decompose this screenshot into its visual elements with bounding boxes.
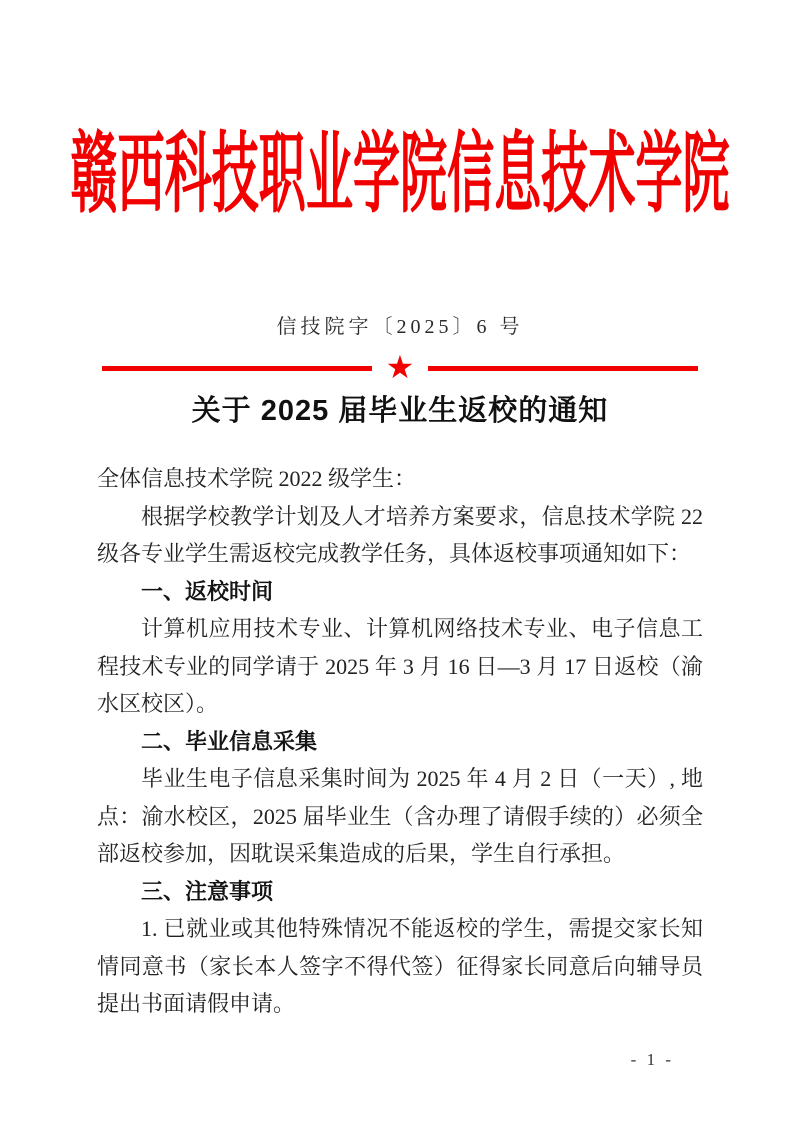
document-title: 关于 2025 届毕业生返校的通知: [191, 395, 609, 427]
document-body: [97, 460, 703, 1023]
doc-number: 信技院字〔2025〕6 号: [276, 316, 524, 338]
letterhead-title: 赣西科技职业学院信息技术学院: [70, 127, 730, 224]
star-icon: ★: [385, 349, 415, 385]
section-heading-notes: 三、注意事项: [141, 878, 274, 904]
page-number: - 1 -: [630, 1050, 674, 1069]
paragraph-info-collection: 毕业生电子信息采集时间为 2025 年 4 月 2 日（一天）, 地点：渝水校区，2025 届毕业生（含办理了请假手续的）必须全部返校参加，因耽误采集造成的后果，学生自行承担。: [97, 766, 703, 866]
divider-line-right: [428, 366, 698, 371]
paragraph-intro: 根据学校教学计划及人才培养方案要求，信息技术学院 22 级各专业学生需返校完成教学任务，具体返校事项通知如下：: [97, 503, 703, 566]
paragraph-return-time: 计算机应用技术专业、计算机网络技术专业、电子信息工程技术专业的同学请于 2025 年 3 月 16 日—3 月 17 日返校（渝水区校区）。: [97, 616, 703, 716]
section-heading-return-time: 一、返校时间: [141, 578, 274, 604]
salutation: 全体信息技术学院 2022 级学生：: [97, 466, 417, 491]
section-heading-info-collection: 二、毕业信息采集: [141, 728, 318, 754]
letterhead: [0, 128, 800, 223]
paragraph-notes: 1. 已就业或其他特殊情况不能返校的学生，需提交家长知情同意书（家长本人签字不得代签）征得家长同意后向辅导员提出书面请假申请。: [97, 916, 703, 1016]
divider-line-left: [102, 366, 372, 371]
header-divider: [0, 349, 800, 385]
